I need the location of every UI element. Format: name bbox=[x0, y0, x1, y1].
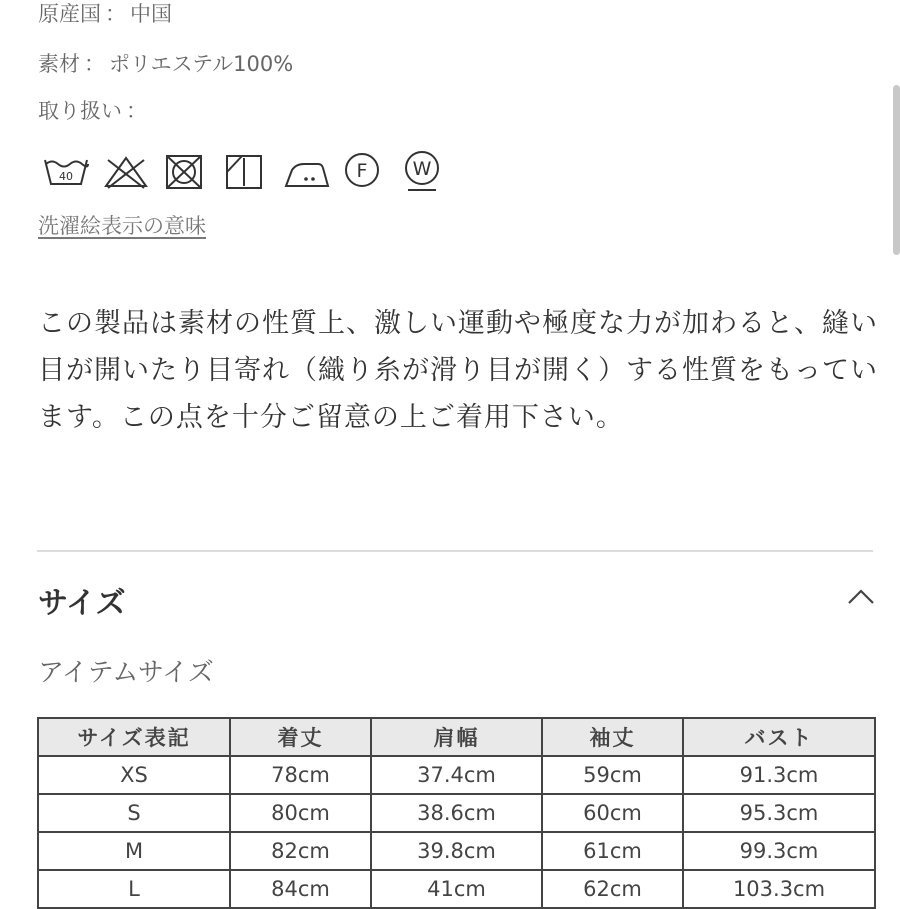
wet-clean-letter: W bbox=[412, 158, 432, 180]
cell-shoulder: 38.6cm bbox=[371, 794, 542, 832]
material-row bbox=[38, 50, 293, 78]
line-dry-shade-icon bbox=[222, 150, 282, 194]
dry-clean-letter: F bbox=[356, 160, 368, 182]
wet-clean-w-icon bbox=[402, 150, 462, 194]
table-row bbox=[38, 756, 875, 794]
section-divider bbox=[37, 550, 873, 552]
material-colon: ： bbox=[84, 52, 105, 76]
dry-clean-f-icon bbox=[342, 150, 402, 194]
origin-value: 中国 bbox=[130, 2, 172, 26]
material-value: ポリエステル100% bbox=[109, 52, 294, 76]
origin-colon: ： bbox=[105, 2, 126, 26]
cell-length: 80cm bbox=[230, 794, 371, 832]
cell-bust: 99.3cm bbox=[683, 832, 875, 870]
table-row bbox=[38, 870, 875, 908]
iron-medium-icon bbox=[282, 150, 342, 194]
care-icons-row bbox=[42, 150, 462, 194]
cell-shoulder: 41cm bbox=[371, 870, 542, 908]
cell-sleeve: 62cm bbox=[542, 870, 683, 908]
size-table bbox=[37, 717, 876, 909]
cell-sleeve: 61cm bbox=[542, 832, 683, 870]
cell-shoulder: 37.4cm bbox=[371, 756, 542, 794]
wash-40-icon bbox=[42, 150, 102, 194]
material-label: 素材 bbox=[38, 52, 80, 76]
wash-temp-text: 40 bbox=[59, 170, 73, 183]
care-row bbox=[38, 97, 151, 125]
cell-sleeve: 59cm bbox=[542, 756, 683, 794]
cell-shoulder: 39.8cm bbox=[371, 832, 542, 870]
cell-bust: 95.3cm bbox=[683, 794, 875, 832]
care-colon: ： bbox=[126, 99, 147, 123]
chevron-up-icon[interactable] bbox=[846, 586, 876, 608]
cell-size: L bbox=[38, 870, 230, 908]
no-tumble-dry-icon bbox=[162, 150, 222, 194]
cell-sleeve: 60cm bbox=[542, 794, 683, 832]
cell-bust: 91.3cm bbox=[683, 756, 875, 794]
col-header-shoulder: 肩幅 bbox=[371, 718, 542, 756]
table-row bbox=[38, 832, 875, 870]
col-header-bust: バスト bbox=[683, 718, 875, 756]
material-notice: この製品は素材の性質上、激しい運動や極度な力が加わると、縫い目が開いたり目寄れ（織り糸が滑り目が開く）する性質をもっています。この点を十分ご留意の上ご着用下さい。 bbox=[38, 308, 878, 433]
care-label: 取り扱い bbox=[38, 99, 122, 123]
cell-size: XS bbox=[38, 756, 230, 794]
size-section-heading: サイズ bbox=[38, 586, 126, 621]
care-symbols-link[interactable]: 洗濯絵表示の意味 bbox=[38, 214, 206, 238]
scrollbar-thumb[interactable] bbox=[893, 85, 900, 255]
no-bleach-icon bbox=[102, 150, 162, 194]
table-row bbox=[38, 794, 875, 832]
col-header-size: サイズ表記 bbox=[38, 718, 230, 756]
col-header-length: 着丈 bbox=[230, 718, 371, 756]
cell-length: 78cm bbox=[230, 756, 371, 794]
cell-size: S bbox=[38, 794, 230, 832]
cell-size: M bbox=[38, 832, 230, 870]
col-header-sleeve: 袖丈 bbox=[542, 718, 683, 756]
cell-bust: 103.3cm bbox=[683, 870, 875, 908]
origin-label: 原産国 bbox=[38, 2, 101, 26]
cell-length: 84cm bbox=[230, 870, 371, 908]
table-header-row bbox=[38, 718, 875, 756]
cell-length: 82cm bbox=[230, 832, 371, 870]
item-size-label: アイテムサイズ bbox=[38, 658, 214, 688]
origin-row bbox=[38, 0, 172, 28]
